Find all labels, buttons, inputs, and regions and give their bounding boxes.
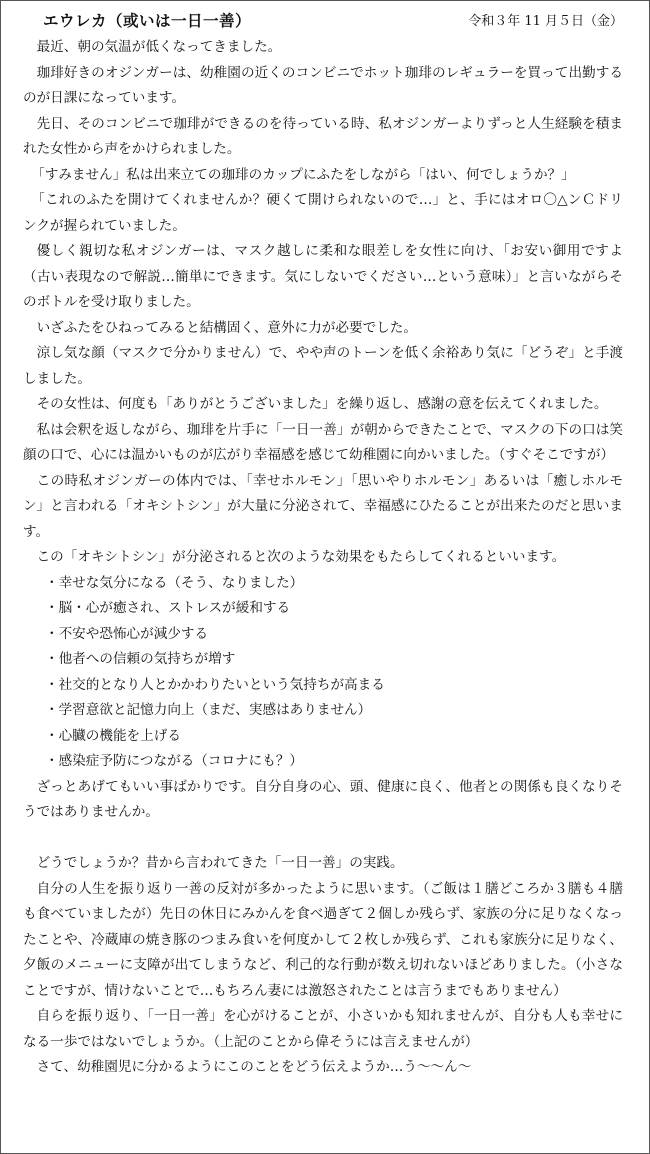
paragraph: 私は会釈を返しながら、珈琲を片手に「一日一善」が朝からできたことで、マスクの下の口は笑顔の口で、心には温かいものが広がり幸福感を感じて幼稚園に向かいました。（すぐそこですが） bbox=[23, 421, 623, 463]
paragraph: ざっとあげてもいい事ばかりです。自分自身の心、頭、健康に良く、他者との関係も良くなりそうではありませんか。 bbox=[23, 778, 623, 820]
paragraph: 優しく親切な私オジンガーは、マスク越しに柔和な眼差しを女性に向け、「お安い御用ですよ（古い表現なので解説…簡単にできます。気にしないでください…という意味）」と言いながらそのボトルを受け取りました。 bbox=[23, 243, 623, 310]
effects-list bbox=[23, 571, 623, 775]
paragraph: この「オキシトシン」が分泌されると次のような効果をもたらしてくれるといいます。 bbox=[36, 549, 566, 565]
list-item: ・他者への信頼の気持ちが増す bbox=[45, 651, 236, 667]
paragraph: 涼し気な顔（マスクで分かりません）で、やや声のトーンを低く余裕あり気に「どうぞ」と手渡しました。 bbox=[23, 345, 623, 387]
article-title: エウレカ（或いは一日一善） bbox=[43, 12, 252, 30]
list-item: ・心臓の機能を上げる bbox=[45, 727, 181, 744]
paragraph: 最近、朝の気温が低くなってきました。 bbox=[36, 39, 282, 55]
list-item: ・幸せな気分になる（そう、なりました） bbox=[45, 574, 304, 591]
paragraph: この時私オジンガーの体内では、「幸せホルモン」「思いやりホルモン」あるいは「癒しホルモン」と言われる「オキシトシン」が大量に分泌されて、幸福感にひたることが出来たのだと思います。 bbox=[23, 472, 623, 540]
list-item: ・脳・心が癒され、ストレスが緩和する bbox=[45, 600, 291, 616]
paragraph: 自らを振り返り、「一日一善」を心がけることが、小さいかも知れませんが、自分も人も幸せになる一歩ではないでしょうか。（上記のことから偉そうには言えませんが） bbox=[23, 1008, 623, 1050]
paragraph: その女性は、何度も「ありがとうございました」を繰り返し、感謝の意を伝えてくれました。 bbox=[36, 396, 608, 412]
paragraph: 先日、そのコンビニで珈琲ができるのを待っている時、私オジンガーよりずっと人生経験を積まれた女性から声をかけられました。 bbox=[23, 115, 623, 157]
paragraph: さて、幼稚園児に分かるようにこのことをどう伝えようか…う～～ん～ bbox=[36, 1059, 472, 1075]
paragraph: どうでしょうか？昔から言われてきた「一日一善」の実践。 bbox=[36, 855, 404, 871]
paragraph: 珈琲好きのオジンガーは、幼稚園の近くのコンビニでホット珈琲のレギュラーを買って出勤するのが日課になっています。 bbox=[23, 64, 623, 106]
list-item: ・社交的となり人とかかわりたいという気持ちが高まる bbox=[45, 676, 385, 693]
list-item: ・学習意欲と記憶力向上（まだ、実感はありません） bbox=[45, 702, 372, 718]
quote-paragraph: 「これのふたを開けてくれませんか？硬くて開けられないので…」と、手にはオロ〇△ンＣドリンクが握られていました。 bbox=[23, 192, 623, 234]
paragraph: 自分の人生を振り返り一善の反対が多かったように思います。（ご飯は１膳どころか３膳も４膳も食べていましたが）先日の休日にみかんを食べ過ぎて２個しか残らず、家族の分に足りなくなったことや、冷蔵庫の焼き豚のつまみ食いを何度かして２枚しか残らず、これも家族分に足りなく、夕飯のメニューに支障が出てしまうなど、利己的な行動が数え切れないほどありました。（小さなことですが、情けないことで…もちろん妻には激怒されたことは言うまでもありません） bbox=[23, 880, 623, 999]
article-body bbox=[23, 35, 623, 1081]
header bbox=[43, 9, 629, 35]
quote-paragraph: 「すみません」私は出来立ての珈琲のカップにふたをしながら「はい、何でしょうか？」 bbox=[31, 166, 575, 183]
article-date: 令和３年 11 月５日（金） bbox=[468, 14, 623, 29]
list-item: ・感染症予防につながる（コロナにも？） bbox=[45, 753, 304, 769]
list-item: ・不安や恐怖心が減少する bbox=[45, 625, 209, 642]
paragraph: いざふたをひねってみると結構固く、意外に力が必要でした。 bbox=[36, 319, 417, 336]
blank-line bbox=[23, 826, 623, 852]
